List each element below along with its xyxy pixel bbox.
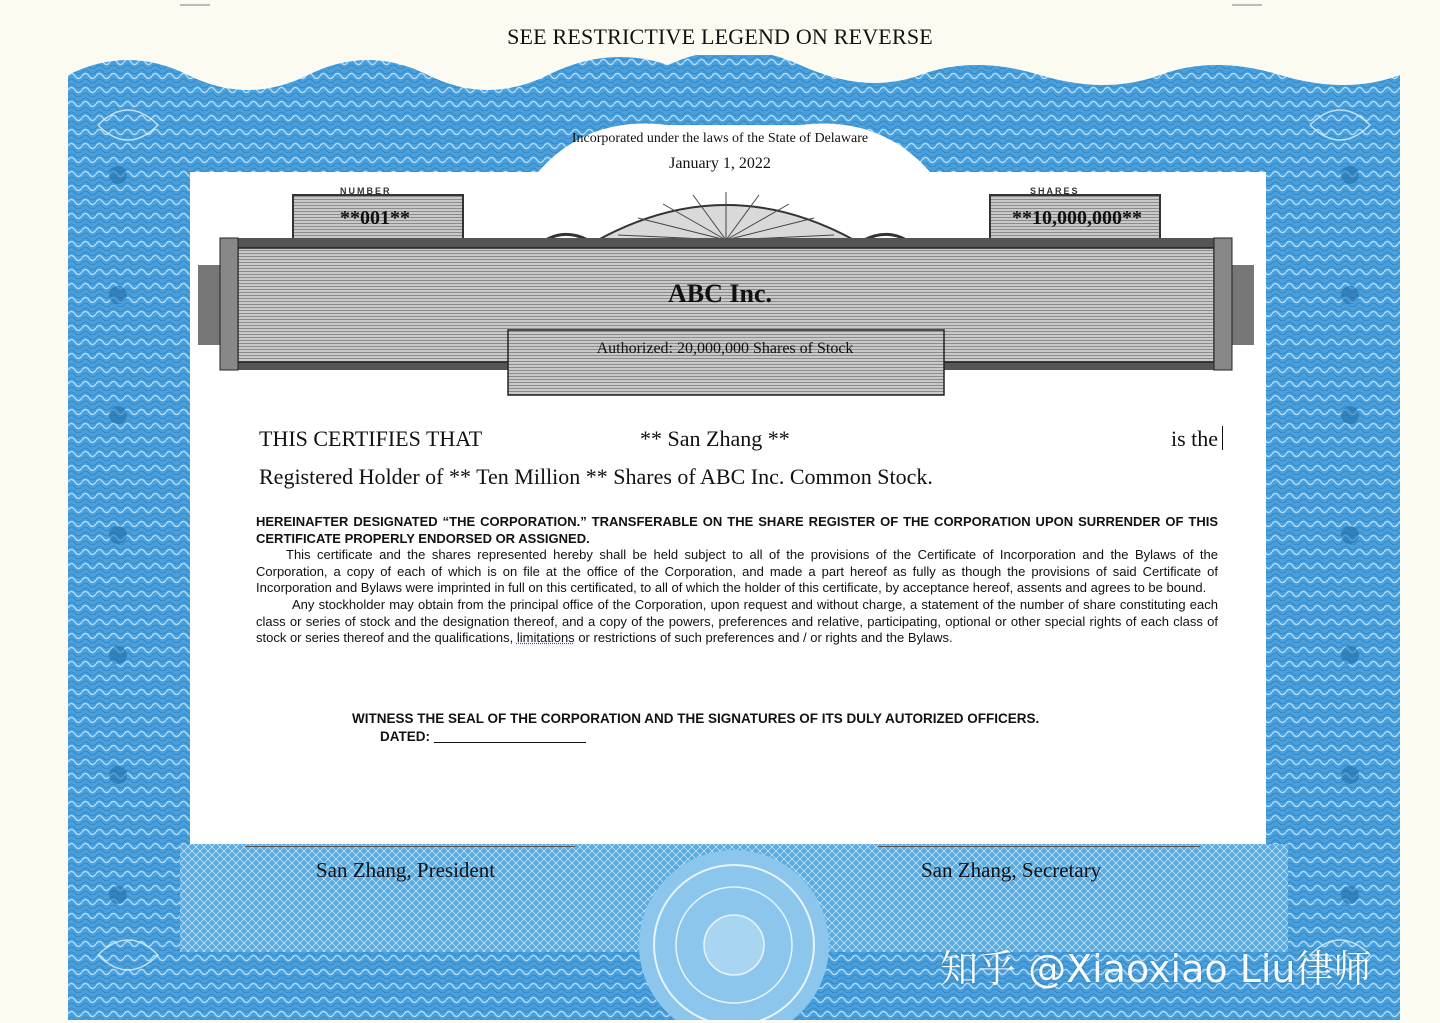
- certificate-number: **001**: [340, 207, 410, 229]
- text-cursor: [1222, 426, 1223, 450]
- secretary-signature: San Zhang, Secretary: [921, 858, 1102, 882]
- number-tab: NUMBER: [340, 186, 392, 196]
- authorized-shares: Authorized: 20,000,000 Shares of Stock: [596, 340, 854, 357]
- issue-date: January 1, 2022: [669, 155, 771, 172]
- company-name: ABC Inc.: [667, 279, 772, 308]
- restrictive-legend-heading: SEE RESTRICTIVE LEGEND ON REVERSE: [507, 24, 933, 49]
- flagged-word: limitations: [516, 630, 575, 646]
- share-count: **10,000,000**: [1012, 207, 1142, 229]
- signature-line-left: [245, 846, 575, 847]
- legal-paragraph-2-end: or restrictions of such preferences and / or rights and the Bylaws.: [578, 630, 953, 646]
- legal-heading: HEREINAFTER DESIGNATED “THE CORPORATION.” TRANSFERABLE ON THE SHARE REGISTER OF THE CORPORATION UPON SURRENDER OF THIS CERTIFICATE PROPERLY ENDORSED OR ASSIGNED.: [256, 514, 1218, 546]
- page-corner-mark-right: [1232, 0, 1262, 6]
- is-the-text: [1171, 426, 1223, 452]
- president-signature: San Zhang, President: [316, 858, 496, 882]
- signature-line-right: [878, 846, 1200, 847]
- legal-paragraph-2: [256, 597, 1218, 647]
- page-corner-mark-left: [180, 0, 210, 6]
- dated-field: [380, 729, 586, 744]
- legal-paragraph-1: This certificate and the shares represented hereby shall be held subject to all of the provisions of the Certificate of Incorporation and the Bylaws of the Corporation, a copy of each of which is on file at the office of the Corporation, and made a part hereof as fully as though the provisions of said Certificate of Incorporation and Bylaws were imprinted in full on this certificated, to all of which the holder of this certificate, by acceptance hereof, assents and agrees to be bound.: [256, 547, 1218, 596]
- dated-label: DATED:: [380, 729, 430, 744]
- incorporation-statement: Incorporated under the laws of the State of Delaware: [571, 131, 869, 146]
- legal-paragraph-2-start: Any stockholder may obtain from the principal office of the Corporation, upon request and without charge, a statement of the number of share constituting each class or series of stock and the designation thereof, and a copy of the powers, preferences and relative, participating, optional or other special rights of each class of stock or series thereof and the qualifications,: [256, 596, 1218, 646]
- shares-tab: SHARES: [1030, 186, 1080, 196]
- witness-statement: WITNESS THE SEAL OF THE CORPORATION AND THE SIGNATURES OF ITS DULY AUTORIZED OFFICERS.: [352, 711, 1040, 726]
- is-the-label: is the: [1171, 426, 1219, 451]
- registered-holder-line: Registered Holder of ** Ten Million ** Shares of ABC Inc. Common Stock.: [259, 464, 933, 489]
- certifies-label: THIS CERTIFIES THAT: [259, 426, 483, 451]
- holder-name: ** San Zhang **: [640, 426, 790, 451]
- dated-blank-line: [434, 729, 586, 743]
- legal-text: [256, 514, 1218, 647]
- watermark: 知乎 @Xiaoxiao Liu律师: [940, 947, 1372, 991]
